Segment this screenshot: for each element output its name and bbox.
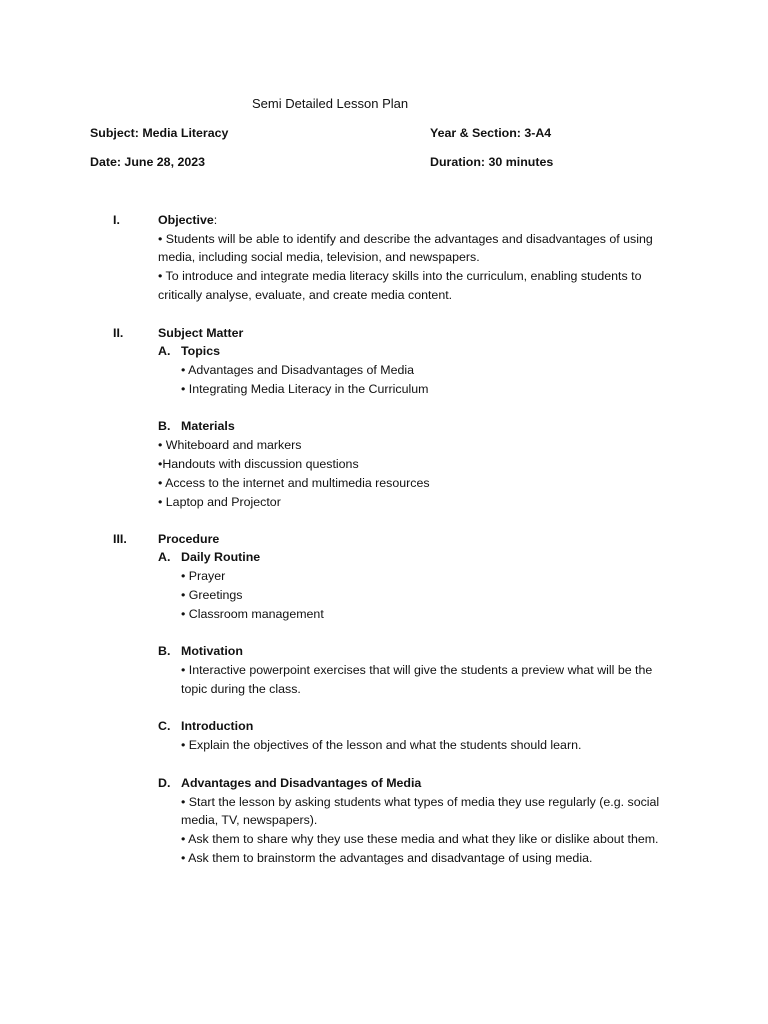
subsection-heading-motivation: Motivation — [181, 644, 243, 658]
section-heading-procedure: Procedure — [158, 532, 220, 546]
objective-line: • Students will be able to identify and describe the advantages and disadvantages of using — [158, 232, 653, 246]
material-item: • Whiteboard and markers — [158, 438, 302, 452]
subsection-label-advantages: D. — [158, 776, 171, 790]
subsection-heading-introduction: Introduction — [181, 719, 254, 733]
subsection-heading-topics: Topics — [181, 344, 221, 358]
topic-item: • Advantages and Disadvantages of Media — [181, 363, 415, 377]
subsection-heading-advantages: Advantages and Disadvantages of Media — [181, 776, 422, 790]
material-item: • Access to the internet and multimedia resources — [158, 476, 430, 490]
objective-heading-text: Objective — [158, 213, 214, 227]
advantages-line: • Ask them to brainstorm the advantages and disadvantage of using media. — [181, 851, 593, 865]
date-field: Date: June 28, 2023 — [90, 155, 206, 169]
subject-field: Subject: Media Literacy — [90, 126, 229, 140]
subsection-label-materials: B. — [158, 419, 171, 433]
objective-line: • To introduce and integrate media literacy skills into the curriculum, enabling students to — [158, 269, 642, 283]
introduction-line: • Explain the objectives of the lesson and what the students should learn. — [181, 738, 582, 752]
subsection-heading-daily-routine: Daily Routine — [181, 550, 261, 564]
section-numeral-3: III. — [113, 532, 127, 546]
material-item: • Laptop and Projector — [158, 495, 281, 509]
advantages-line: • Start the lesson by asking students what types of media they use regularly (e.g. social — [181, 795, 660, 809]
daily-routine-item: • Classroom management — [181, 607, 324, 621]
section-numeral-1: I. — [113, 213, 120, 227]
duration-field: Duration: 30 minutes — [430, 155, 554, 169]
material-item: •Handouts with discussion questions — [158, 457, 359, 471]
motivation-line: • Interactive powerpoint exercises that will give the students a preview what will be the — [181, 663, 653, 677]
subsection-heading-materials: Materials — [181, 419, 235, 433]
motivation-line: topic during the class. — [181, 682, 301, 696]
objective-heading-colon: : — [213, 213, 218, 227]
objective-line: media, including social media, television, and newspapers. — [158, 250, 480, 264]
section-numeral-2: II. — [113, 326, 124, 340]
topic-item: • Integrating Media Literacy in the Curriculum — [181, 382, 429, 396]
objective-line: critically analyse, evaluate, and create media content. — [158, 288, 453, 302]
subsection-label-introduction: C. — [158, 719, 171, 733]
daily-routine-item: • Prayer — [181, 569, 226, 583]
daily-routine-item: • Greetings — [181, 588, 243, 602]
section-heading-objective — [158, 211, 217, 230]
subsection-label-daily-routine: A. — [158, 550, 171, 564]
advantages-line: • Ask them to share why they use these media and what they like or dislike about them. — [181, 832, 659, 846]
subsection-label-topics: A. — [158, 344, 171, 358]
section-heading-subject-matter: Subject Matter — [158, 326, 244, 340]
subsection-label-motivation: B. — [158, 644, 171, 658]
year-section-field: Year & Section: 3-A4 — [430, 126, 552, 140]
advantages-line: media, TV, newspapers). — [181, 813, 318, 827]
document-title: Semi Detailed Lesson Plan — [252, 96, 409, 111]
